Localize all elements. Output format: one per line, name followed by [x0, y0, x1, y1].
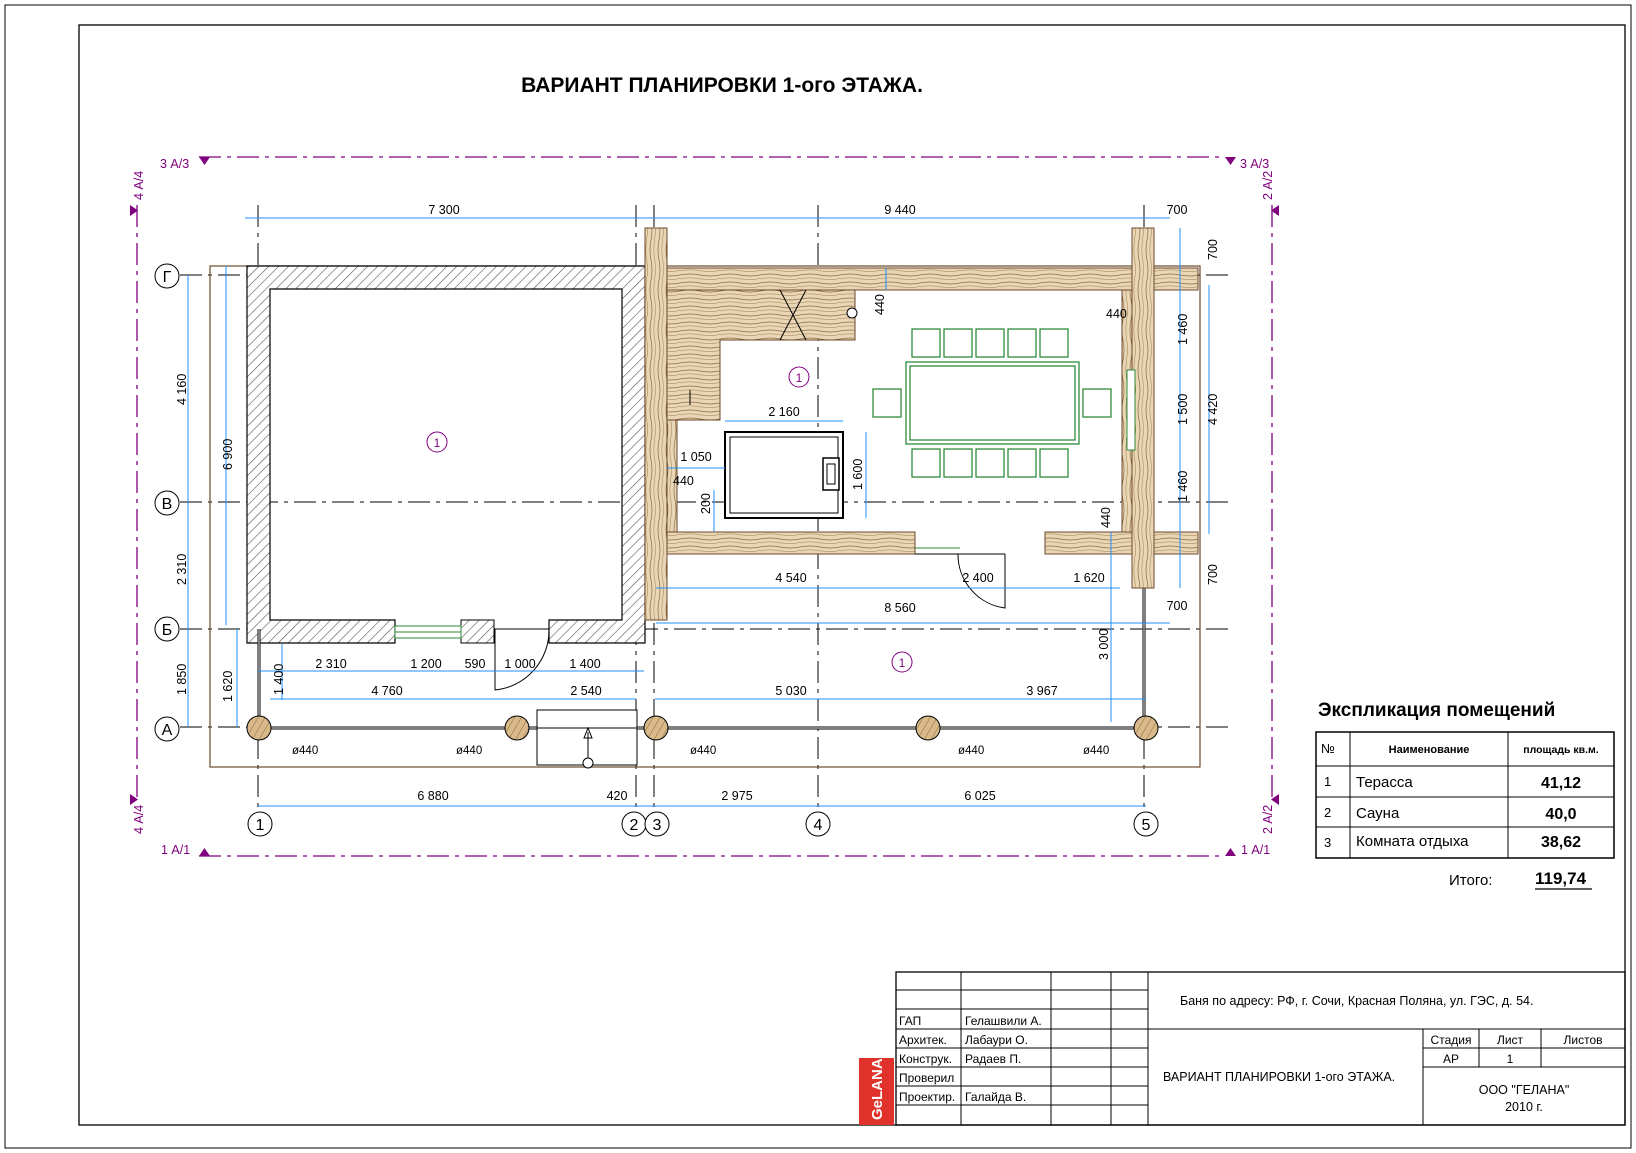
stove: [725, 432, 843, 518]
role-label: Конструк.: [899, 1052, 952, 1066]
svg-text:6 025: 6 025: [964, 789, 996, 803]
svg-text:440: 440: [1106, 307, 1127, 321]
svg-text:1: 1: [898, 656, 906, 670]
axis-bubble-g: [155, 264, 179, 288]
dining-set: [873, 329, 1111, 477]
sheet-label: Лист: [1496, 1033, 1524, 1047]
axis-bubble-4: [806, 812, 830, 836]
explication-header-name: Наименование: [1388, 744, 1470, 756]
svg-text:2 975: 2 975: [721, 789, 753, 803]
axis-bubble-1: [248, 812, 272, 836]
explication-cell: 1: [1324, 774, 1332, 789]
stage-value: АР: [1442, 1052, 1460, 1066]
svg-text:8 560: 8 560: [884, 601, 916, 615]
company-name: ООО "ГЕЛАНА": [1478, 1083, 1570, 1097]
explication-cell: Комната отдыха: [1356, 833, 1469, 850]
title-block: [859, 972, 1625, 1125]
section-mark: 4 А/4: [132, 170, 146, 200]
svg-text:4: 4: [813, 817, 823, 834]
svg-text:4 760: 4 760: [371, 684, 403, 698]
svg-text:А: А: [161, 722, 173, 739]
svg-text:440: 440: [673, 474, 694, 488]
role-name: Галайда В.: [965, 1090, 1027, 1104]
svg-text:2: 2: [629, 817, 639, 834]
svg-text:В: В: [161, 496, 173, 513]
stair: [667, 290, 857, 420]
stage-label: Стадия: [1430, 1033, 1472, 1047]
svg-text:ø440: ø440: [292, 745, 319, 757]
company-logo-text: GeLANA: [869, 1058, 886, 1120]
section-mark: 2 А/2: [1261, 804, 1275, 834]
section-mark: 2 А/2: [1261, 170, 1275, 200]
svg-text:590: 590: [464, 657, 486, 671]
role-name: Гелашвили А.: [965, 1014, 1042, 1028]
svg-text:3 000: 3 000: [1097, 628, 1111, 660]
inner-frame: [79, 25, 1625, 1125]
section-mark: 1 А/1: [161, 843, 191, 857]
svg-text:700: 700: [1166, 599, 1188, 613]
explication-cell: 2: [1324, 805, 1332, 820]
section-mark: 1 А/1: [1241, 843, 1271, 857]
svg-text:1 500: 1 500: [1176, 393, 1190, 425]
entrance-steps: [537, 710, 637, 768]
left-room-walls: [247, 266, 645, 690]
axis-bubble-b: [155, 617, 179, 641]
axis-bubble-2: [622, 812, 646, 836]
explication-header-num: №: [1321, 741, 1335, 756]
svg-text:Б: Б: [161, 622, 173, 639]
svg-text:2 310: 2 310: [315, 657, 347, 671]
svg-text:Г: Г: [162, 269, 172, 286]
svg-text:1 050: 1 050: [680, 450, 712, 464]
explication-cell: Сауна: [1356, 805, 1400, 822]
room-mark-rest: [892, 652, 912, 672]
sheet-value: 1: [1506, 1052, 1514, 1066]
axis-bubble-3: [645, 812, 669, 836]
section-mark: 3 А/3: [160, 157, 190, 171]
section-mark: 3 А/3: [1240, 157, 1270, 171]
svg-text:3: 3: [652, 817, 662, 834]
explication-cell: 3: [1324, 835, 1332, 850]
svg-text:1 850: 1 850: [175, 663, 189, 695]
svg-text:2 310: 2 310: [175, 553, 189, 585]
total-label: Итого:: [1449, 872, 1493, 889]
svg-text:1: 1: [795, 371, 803, 385]
axis-bubble-5: [1134, 812, 1158, 836]
room-mark-sauna: [789, 367, 809, 387]
explication-cell: 38,62: [1540, 834, 1582, 851]
svg-text:ø440: ø440: [958, 745, 985, 757]
svg-text:5: 5: [1141, 817, 1151, 834]
role-label: ГАП: [899, 1014, 922, 1028]
axis-bubble-v: [155, 491, 179, 515]
svg-text:ø440: ø440: [456, 745, 483, 757]
role-label: Проверил: [899, 1071, 955, 1085]
role-label: Проектир.: [899, 1090, 956, 1104]
section-mark: 4 А/4: [132, 804, 146, 834]
room-mark-terrace: [427, 432, 447, 452]
svg-text:1 460: 1 460: [1176, 470, 1190, 502]
svg-text:440: 440: [873, 294, 887, 315]
explication-cell: 40,0: [1545, 806, 1577, 823]
svg-text:1 400: 1 400: [272, 663, 286, 695]
svg-text:5 030: 5 030: [775, 684, 807, 698]
axis-bubble-a: [155, 717, 179, 741]
svg-text:420: 420: [606, 789, 628, 803]
company-year: 2010 г.: [1505, 1100, 1543, 1114]
svg-text:6 880: 6 880: [417, 789, 449, 803]
svg-text:440: 440: [1099, 507, 1113, 528]
explication-header-area: площадь кв.м.: [1523, 744, 1599, 756]
role-name: Радаев П.: [965, 1052, 1022, 1066]
svg-text:4 160: 4 160: [175, 373, 189, 405]
svg-text:2 540: 2 540: [570, 684, 602, 698]
svg-text:200: 200: [699, 493, 713, 514]
svg-text:1 620: 1 620: [1073, 571, 1105, 585]
column-labels: [292, 745, 1109, 757]
svg-text:700: 700: [1206, 239, 1220, 260]
svg-text:1 400: 1 400: [569, 657, 601, 671]
role-label: Архитек.: [899, 1033, 947, 1047]
terrace-railing: [247, 588, 1158, 740]
address-text: Баня по адресу: РФ, г. Сочи, Красная Поляна, ул. ГЭС, д. 54.: [1180, 994, 1534, 1008]
svg-text:1: 1: [255, 817, 265, 834]
svg-text:700: 700: [1206, 564, 1220, 585]
drawing-title: ВАРИАНТ ПЛАНИРОВКИ 1-ого ЭТАЖА.: [521, 74, 923, 97]
explication-title: Экспликация помещений: [1318, 700, 1556, 721]
svg-text:1 200: 1 200: [410, 657, 442, 671]
axis-bubbles-vertical: [248, 812, 1158, 836]
sheets-label: Листов: [1563, 1033, 1603, 1047]
svg-text:2 400: 2 400: [962, 571, 994, 585]
svg-text:1 600: 1 600: [851, 458, 865, 490]
svg-text:ø440: ø440: [690, 745, 717, 757]
svg-text:1: 1: [433, 436, 441, 450]
svg-text:2 160: 2 160: [768, 405, 800, 419]
svg-text:1 000: 1 000: [504, 657, 536, 671]
svg-text:ø440: ø440: [1083, 745, 1110, 757]
explication-cell: Терасса: [1356, 774, 1413, 791]
svg-text:3 967: 3 967: [1026, 684, 1058, 698]
svg-text:1 620: 1 620: [221, 670, 235, 702]
svg-text:4 540: 4 540: [775, 571, 807, 585]
svg-text:4 420: 4 420: [1206, 393, 1220, 425]
svg-text:6 900: 6 900: [221, 438, 235, 470]
explication-cell: 41,12: [1540, 775, 1582, 792]
sheet-title-text: ВАРИАНТ ПЛАНИРОВКИ 1-ого ЭТАЖА.: [1163, 1070, 1396, 1084]
svg-text:700: 700: [1166, 203, 1188, 217]
svg-text:1 460: 1 460: [1176, 313, 1190, 345]
svg-text:9 440: 9 440: [884, 203, 916, 217]
role-name: Лабаури О.: [965, 1033, 1028, 1047]
total-value: 119,74: [1535, 869, 1587, 888]
explication-table: [1316, 700, 1614, 889]
svg-text:7 300: 7 300: [428, 203, 460, 217]
